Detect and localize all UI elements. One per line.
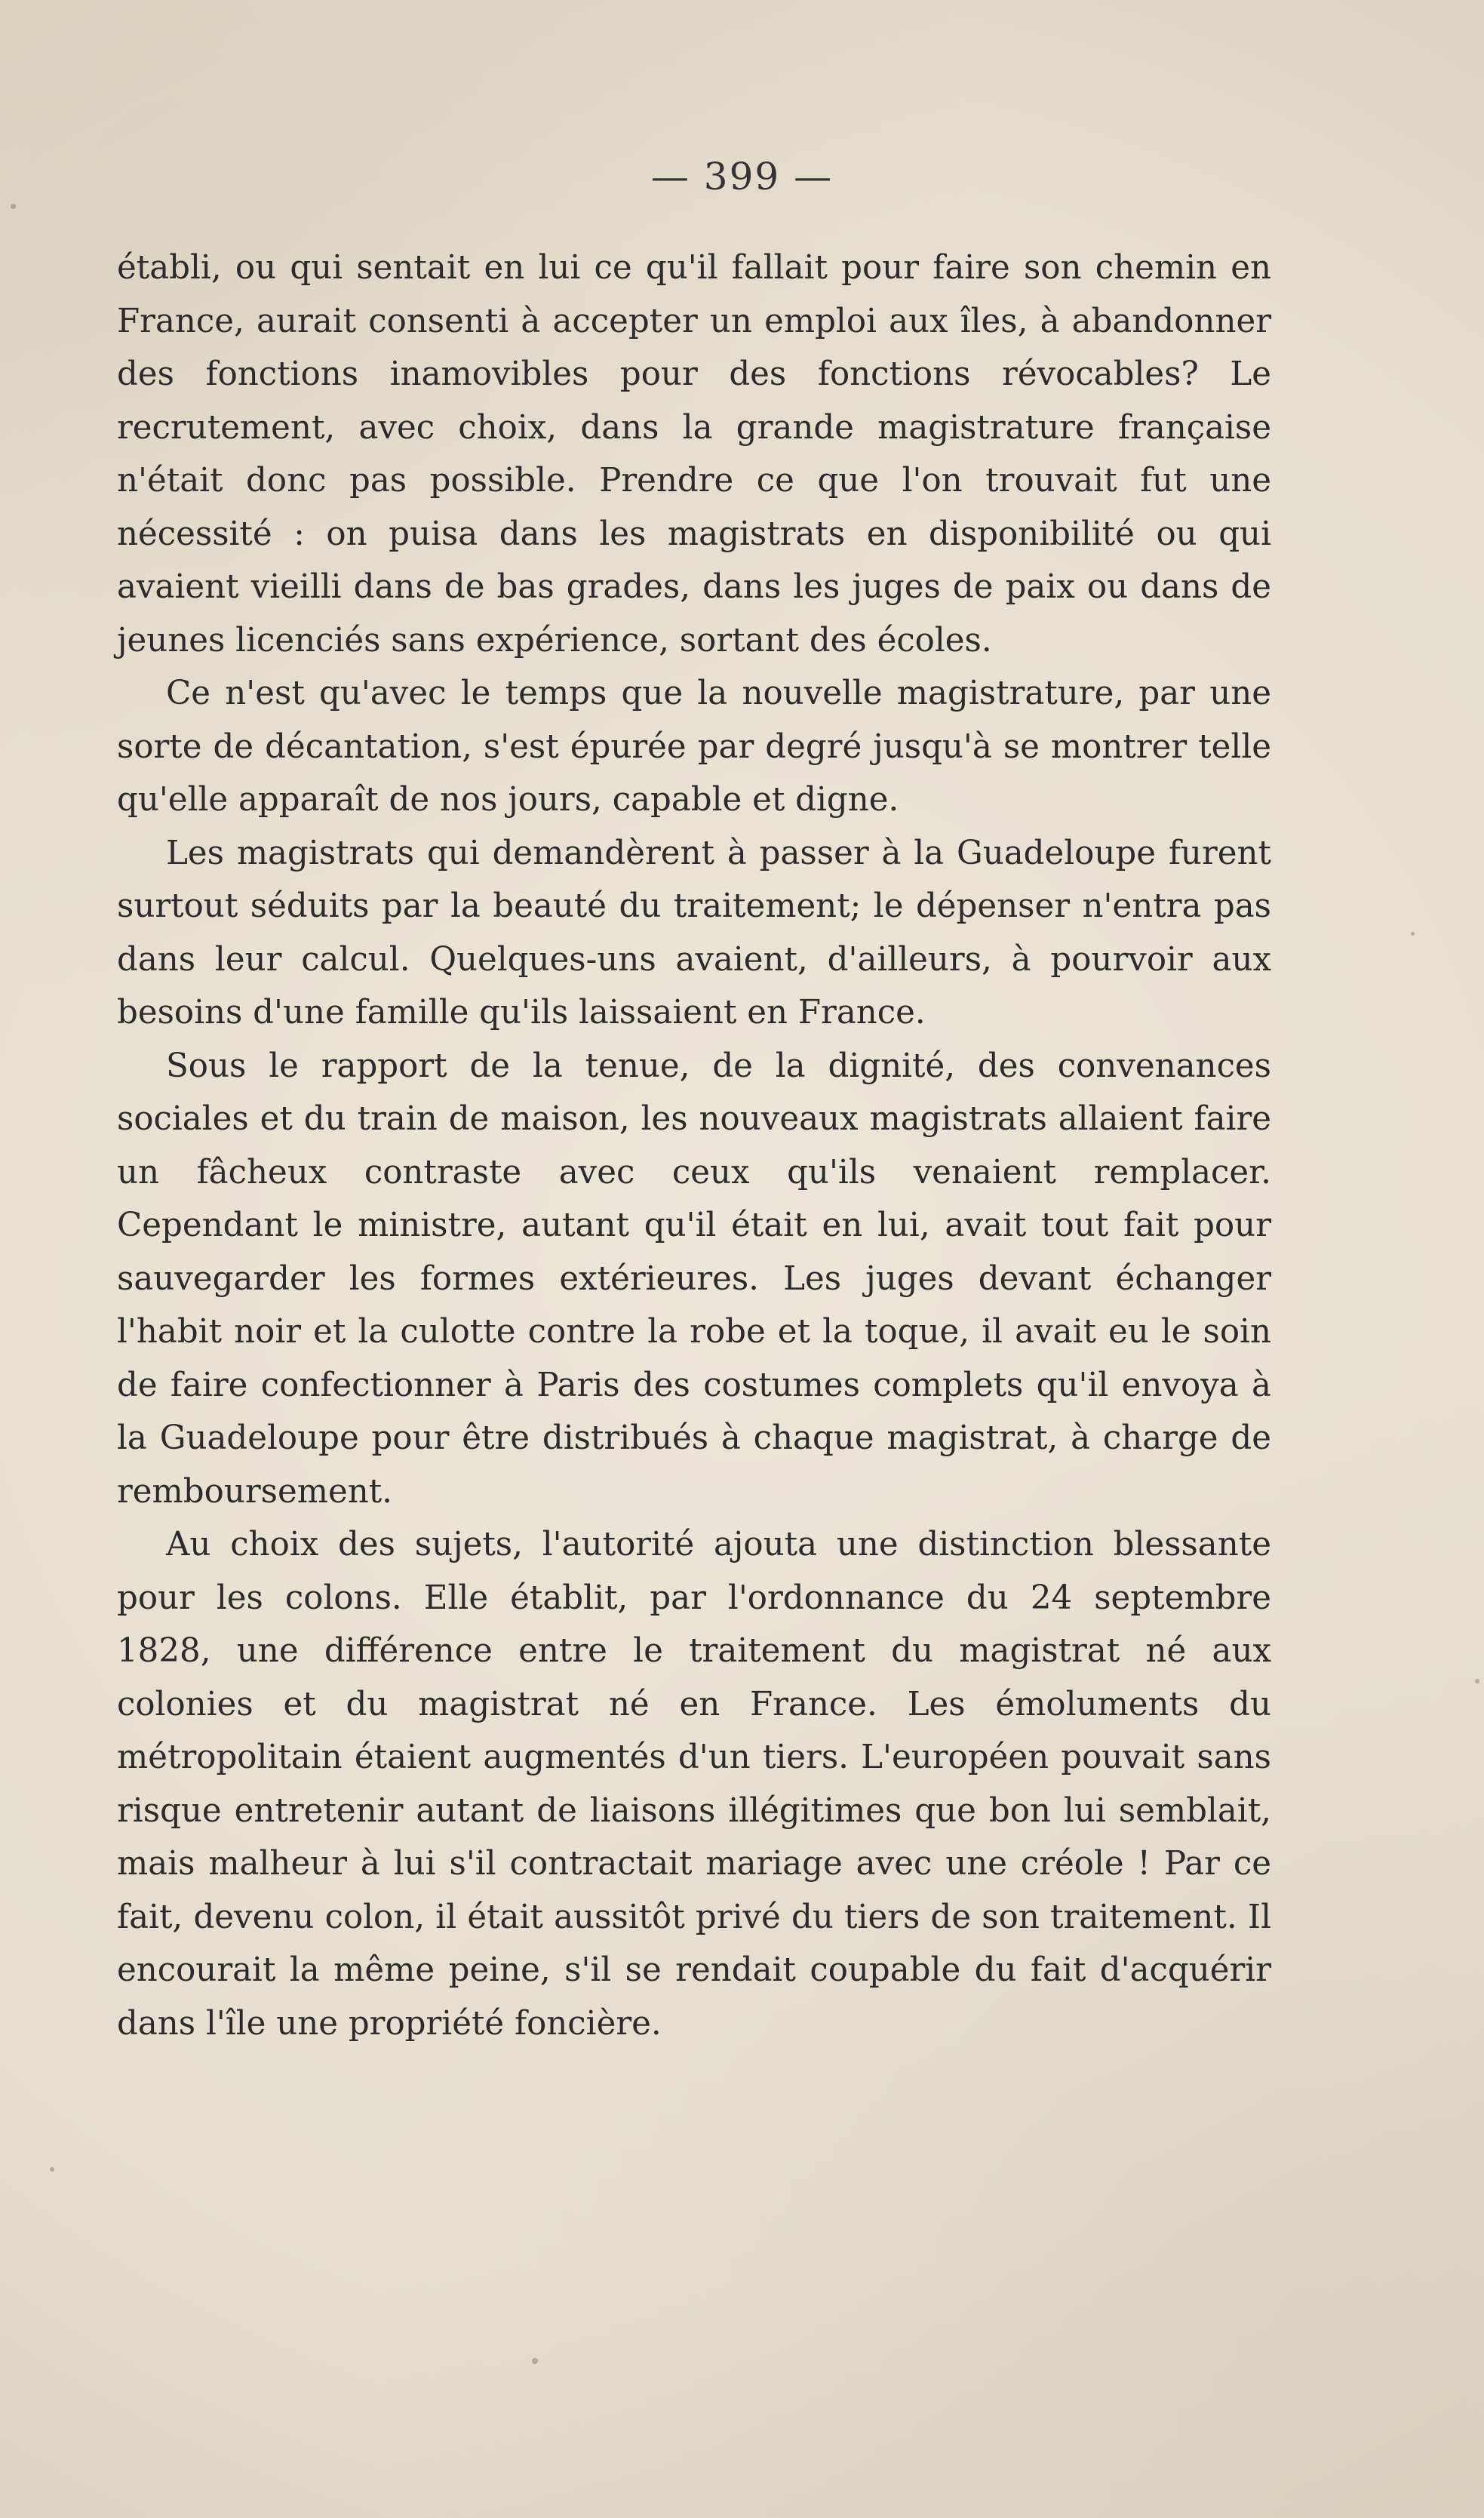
page-number: — 399 —: [650, 155, 834, 198]
paragraph-2: Ce n'est qu'avec le temps que la nouvelle magistrature, par une sorte de décantation, s'est épurée par degré jusqu'à se montrer telle qu'elle apparaît de nos jours, capable et digne.: [117, 675, 1271, 819]
paper-speck: [532, 2358, 538, 2364]
paper-speck: [1411, 932, 1415, 936]
paragraph-1: établi, ou qui sentait en lui ce qu'il fallait pour faire son chemin en France, aurait consenti à accepter un emploi aux îles, à abandonner des fonctions inamovibles pour des fonctions révocables? Le recrutement, avec choix, dans la grande magistrature française n'était donc pas possible. Prendre ce que l'on trouvait fut une nécessité : on puisa dans les magistrats en disponibilité ou qui avaient vieilli dans de bas grades, dans les juges de paix ou dans de jeunes licenciés sans expérience, sortant des écoles.: [117, 249, 1271, 659]
paragraph-3: Les magistrats qui demandèrent à passer à la Guadeloupe furent surtout séduits par la beauté du traitement; le dépenser n'entra pas dans leur calcul. Quelques-uns avaient, d'ailleurs, à pourvoir aux besoins d'une famille qu'ils laissaient en France.: [117, 834, 1271, 1031]
paper-speck: [11, 204, 16, 209]
body-text: [117, 241, 1271, 2050]
paragraph-4: Sous le rapport de la tenue, de la dignité, des convenances sociales et du train de maison, les nouveaux magistrats allaient faire un fâcheux contraste avec ceux qu'ils venaient remplacer. Cependant le ministre, autant qu'il était en lui, avait tout fait pour sauvegarder les formes extérieures. Les juges devant échanger l'habit noir et la culotte contre la robe et la toque, il avait eu le soin de faire confectionner à Paris des costumes complets qu'il envoya à la Guadeloupe pour être distribués à chaque magistrat, à charge de remboursement.: [117, 1047, 1271, 1511]
paragraph-5: Au choix des sujets, l'autorité ajouta une distinction blessante pour les colons. Elle établit, par l'ordonnance du 24 septembre 1828, une différence entre le traitement du magistrat né aux colonies et du magistrat né en France. Les émoluments du métropolitain étaient augmentés d'un tiers. L'européen pouvait sans risque entretenir autant de liaisons illégitimes que bon lui semblait, mais malheur à lui s'il contractait mariage avec une créole ! Par ce fait, devenu colon, il était aussitôt privé du tiers de son traitement. Il encourait la même peine, s'il se rendait coupable du fait d'acquérir dans l'île une propriété foncière.: [117, 1526, 1271, 2043]
paper-speck: [1475, 1679, 1479, 1683]
paper-speck: [50, 2167, 54, 2172]
